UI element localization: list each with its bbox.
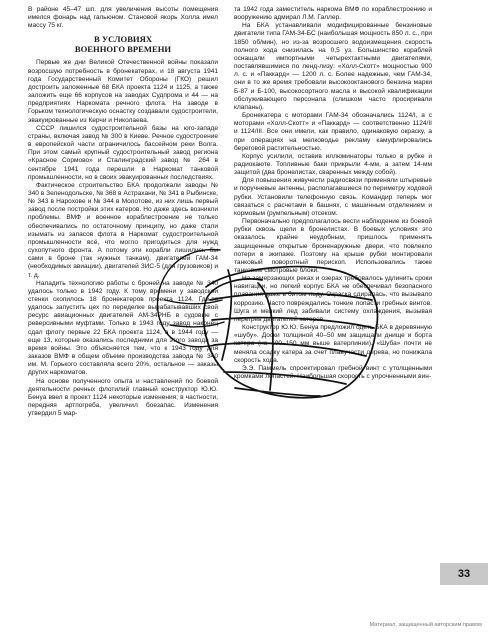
copyright-footer: Материал, защищенный авторским правом [369, 622, 482, 628]
paragraph: Первоначально предполагалось вести наблюдение из боевой рубки сквозь щели в бронелистах. В боевых условиях это оказалось крайне неудобным, пришлось применять защищенные открытые броненаружные двери, что повлекло потери в экипаже. Поэтому на крыше рубки монтировали танковый поворотный перископ. Использовались также танковые смотровые блоки. [234, 218, 432, 274]
right-column [234, 6, 432, 381]
intro-paragraph: В районе 45–47 шп. для увеличения высоты помещения имелся фонарь над гальюном. Становой якорь Холла имел массу 75 кг. [28, 6, 218, 30]
paragraph: На БКА устанавливали модифицированные бензиновые двигатели типа ГАМ-34-БС (наибольшая мощность 850 л. с., при 1850 об/мин), но из-за возросшего водоизмещения скорость полного хода снизилась на 0,5 уз. Большинство кораблей оснащали импортными четырехтактными двигателями, поставлявшимися по ленд-лизу: «Холл-Скотт» мощностью 900 л. с. и «Паккард» — 1200 л. с. Более надежные, чем ГАМ-34, они в то же время требовали высокооктанового бензина марки Б-87 и Б-100, высокосортного масла и высокой квалификации обслуживающего персонала (слишком часто просиривали клапаны). [234, 22, 432, 111]
paragraph: Наладить технологию работы с броней на заводе № 340 удалось только в 1942 году. К тому времени у заводской стенки скопилось 18 бронекатеров проекта 1124. Где-то удалось запустить цех по переделке вырабатывавших свой ресурс авиационных двигателей АМ-34РНБ в судовые с реверсивными муфтами. Только в 1943 году завод наконец сдал флоту первые 22 БКА проекта 1124, а в 1944 году — еще 13, которые оказались последними для этого завода за время войны. Это объясняется тем, что к 1943 году для заказов ВМФ в общем объеме производства завода № 340 им. М. Горького составляла всего 20%, остальное — заказы других наркоматов. [28, 279, 218, 377]
paragraph: На замерзающих реках и озерах требовалось удлинить сроки навигации, но легкий корпус БКА не обеспечивал безопасного плавания даже в битом льду. Окраска сдиралась, что вызывало коррозию. Часто повреждались тонкие лопасти гребных винтов. Шуга и мелкий лед забивали систему охлаждения, вызывая перегрев двигателей катеров. [234, 275, 432, 323]
paragraph: Корпус усилили, оставив иллюминаторы только в рубке и радиокаюте. Топливные баки прикрыли 4-мм, а затем 14-мм защитой (два бронелистах, сваренных между собой). [234, 152, 432, 177]
paragraph: На основе полученного опыта и наставлений по боевой деятельности речных флотилий главный конструктор Ю.Ю. Бенуа ввел в проект 1124 некоторые изменения; в частности, передняя артпогреба, увеличил боезапас. Изменения утвердил 5 мар- [28, 377, 218, 418]
paragraph: Конструктор Ю.Ю. Бенуа предложил одеть БКА в деревянную «шубу». Доски толщиной 40–50 мм защищали днище и борта катера (на 100–150 мм выше ватерлинии). «Шуба» почти не меняла осадку катера за счет плавучести дерева, но понижала скорость хода. [234, 324, 432, 364]
section-heading-line2: ВОЕННОГО ВРЕМЕНИ [74, 43, 172, 54]
left-column [28, 6, 218, 418]
page-number: 33 [440, 563, 488, 585]
paragraph: Для повышения живучести радиосвязи применяли штыревые и поручневые антенны, располагавшиеся по периметру ходовой рубки. Установили телефонную связь. Командир теперь мог связаться с расчетами в башнях, с машинным отделением и кормовым (румпельным) отсеком. [234, 177, 432, 217]
section-heading-line1: В УСЛОВИЯХ [93, 34, 153, 45]
section-heading [28, 35, 218, 54]
paragraph: Э.Э. Паммель спроектировал гребной винт с утолщенными кромками лопастей. Наибольшая скорость с упрочненными вин- [234, 364, 432, 381]
paragraph: Первые же дни Великой Отечественной войны показали возросшую потребность в бронекатерах, и 18 августа 1941 года Государственный Комитет Обороны (ГКО) решил достроить заложенные 68 БКА проекта 1124 и 1125, а также заложить еще 66 корпусов на заводах Судпрома и 44 — на предприятиях Наркомата речного флота. На заводе в Горьком технологическую оснастку создавали судостроители, эвакуированные из Керчи и Николаева. [28, 59, 218, 124]
paragraph: Фактическое строительство БКА продолжали заводы № 340 в Зеленодольске, № 368 в Астрахани, № 341 в Рыбинске, № 343 в Нарохове и № 344 в Молотове, из них лишь первый завод после постройки этих катеров. Но даже здесь возникли проблемы. ВМФ и военное кораблестроение не только обеспечивались по остаточному принципу, но даже стали изымать из запасов флота в Наркомат судостроительной промышленности всё, что могло пригодиться для нужд сухопутного фронта. А потому эти корабли лишились бы сами в броне (так нужных танкам), двигателей ГАМ-34 (необходимых авиации), двигателей ЗИС-5 (для грузовиков) и т. д. [28, 181, 218, 279]
paragraph: та 1942 года заместитель наркома ВМФ по кораблестроению и вооружению адмирал Л.М. Галлер. [234, 6, 432, 22]
paragraph: СССР лишился судостроительной базы на юго-западе страны, включая завод № 300 в Киеве. Речное судостроение в европейской части ограничилось бассейном реки Волга. При этом самый крупный судостроительный завод региона «Красное Сормово» и Сталинградский завод № 264 в сентябре 1941 года перешли в Наркомат танковой промышленности, но в своих эвакуированных последствиях. [28, 124, 218, 181]
paragraph: Бронекатера с моторами ГАМ-34 обозначались 1124/I, а с моторами «Холл-Скотт» и «Паккард» — соответственно 1124/II и 1124/III. Все они имели, как правило, одинаковую окраску, а при операциях на мелководье рекламу камуфлировались береговой растительностью. [234, 112, 432, 152]
